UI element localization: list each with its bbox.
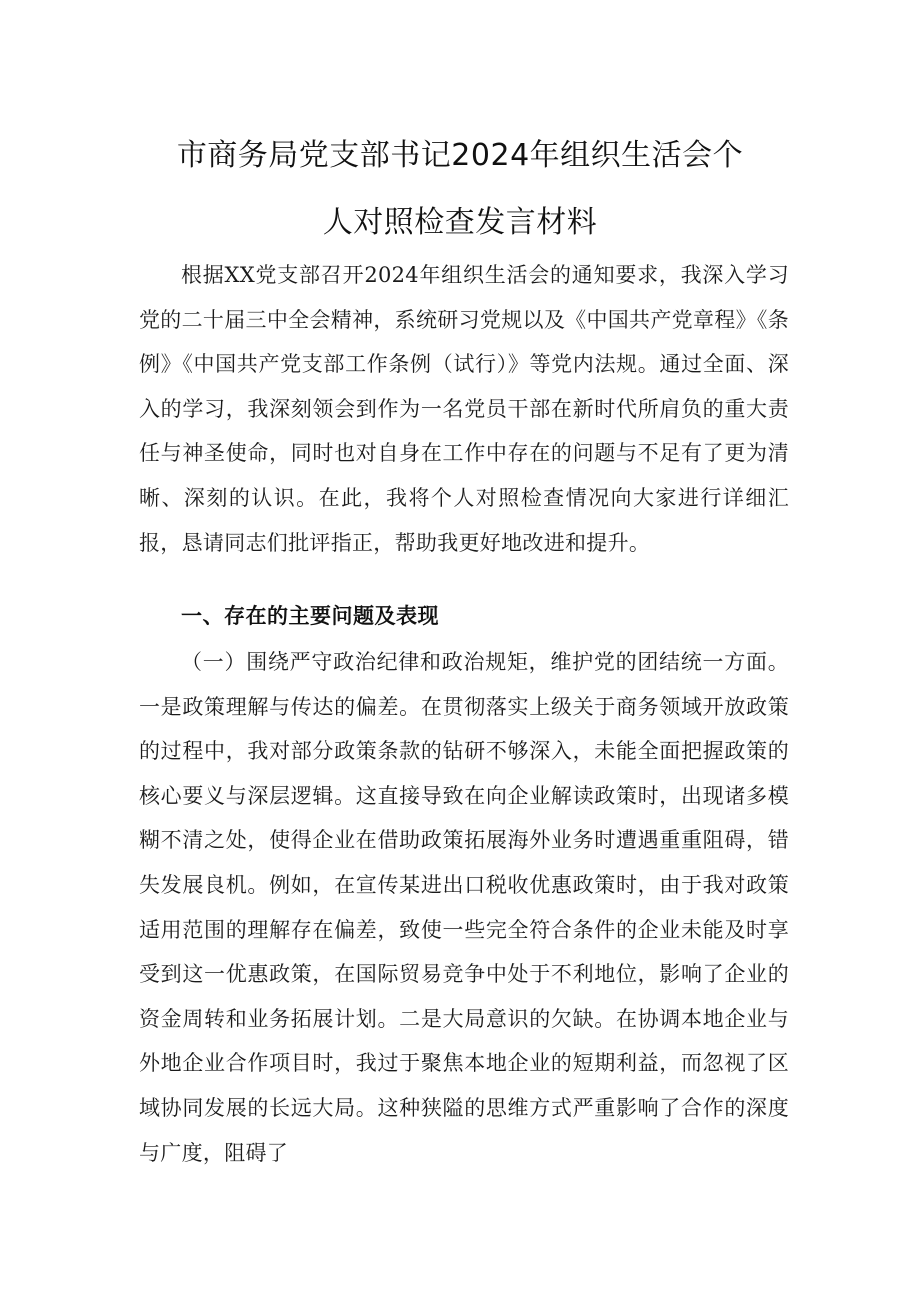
intro-paragraph: 根据XX党支部召开2024年组织生活会的通知要求，我深入学习党的二十届三中全会精神，系统研习党规以及《中国共产党章程》《条例》《中国共产党支部工作条例（试行）》等党内法规。通过全面、深入的学习，我深刻领会到作为一名党员干部在新时代所肩负的重大责任与神圣使命，同时也对自身在工作中存在的问题与不足有了更为清晰、深刻的认识。在此，我将个人对照检查情况向大家进行详细汇报，恳请同志们批评指正，帮助我更好地改进和提升。 [139,263,789,555]
section-heading-1: 一、存在的主要问题及表现 [181,604,439,628]
document-title-line-1: 市商务局党支部书记2024年组织生活会个 [176,138,744,173]
section-1-paragraph: （一）围绕严守政治纪律和政治规矩，维护党的团结统一方面。一是政策理解与传达的偏差。在贯彻落实上级关于商务领域开放政策的过程中，我对部分政策条款的钻研不够深入，未能全面把握政策的核心要义与深层逻辑。这直接导致在向企业解读政策时，出现诸多模糊不清之处，使得企业在借助政策拓展海外业务时遭遇重重阻碍，错失发展良机。例如，在宣传某进出口税收优惠政策时，由于我对政策适用范围的理解存在偏差，致使一些完全符合条件的企业未能及时享受到这一优惠政策，在国际贸易竞争中处于不利地位，影响了企业的资金周转和业务拓展计划。二是大局意识的欠缺。在协调本地企业与外地企业合作项目时，我过于聚焦本地企业的短期利益，而忽视了区域协同发展的长远大局。这种狭隘的思维方式严重影响了合作的深度与广度，阻碍了 [139,650,789,1165]
document-title-line-2: 人对照检查发言材料 [322,205,598,240]
